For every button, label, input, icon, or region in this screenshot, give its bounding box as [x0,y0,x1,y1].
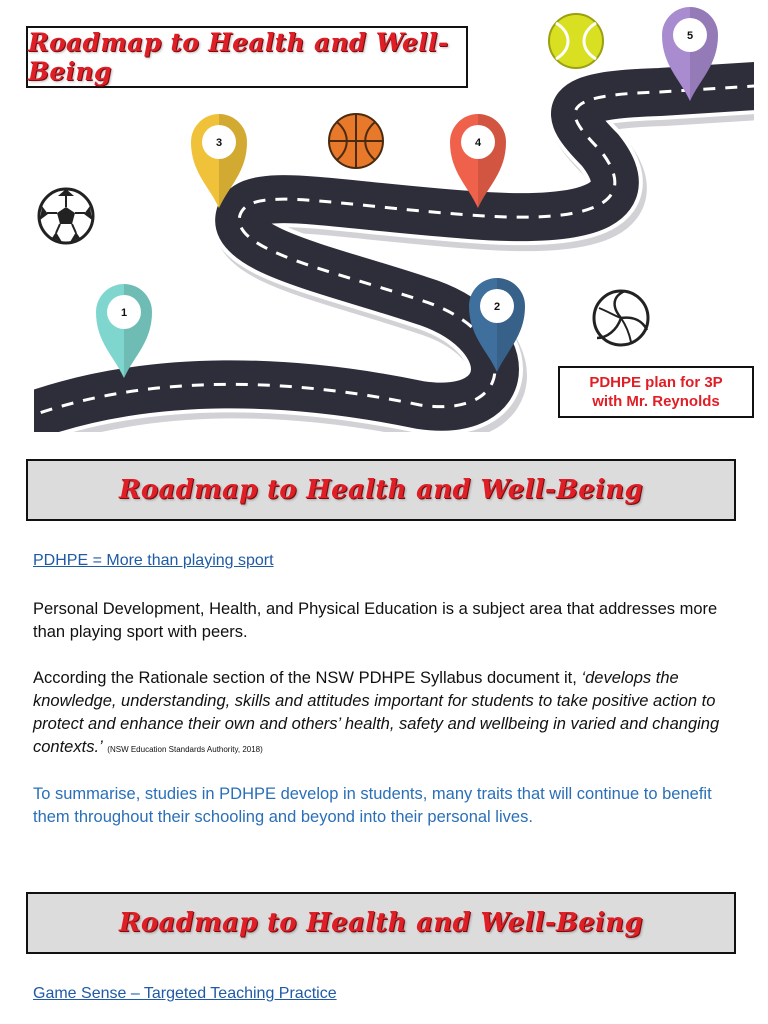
map-pin-number: 5 [686,30,694,42]
section-heading-game-sense[interactable]: Game Sense – Targeted Teaching Practice [33,985,337,1002]
intro-paragraph: Personal Development, Health, and Physical Education is a subject area that addresses more than playing sport with peers. [33,600,718,641]
plan-label-box [558,366,754,418]
rationale-citation: (NSW Education Standards Authority, 2018) [107,745,263,754]
roadmap-illustration [0,0,768,440]
map-pin-number: 1 [120,307,128,319]
section-banner-1 [26,459,736,521]
basketball-icon [329,114,383,168]
tennis-ball-icon [549,14,603,68]
plan-line-1: PDHPE plan for 3P [589,374,723,391]
summary-paragraph: To summarise, studies in PDHPE develop in students, many traits that will continue to benefit them throughout their schooling and beyond into their personal lives. [33,785,712,826]
map-pin-number: 2 [493,301,501,313]
banner-title: Roadmap to Health and Well-Being [119,475,643,505]
volleyball-icon [594,291,648,345]
hero-title: Roadmap to Health and Well-Being [28,28,449,86]
hero-title-box [26,26,468,88]
rationale-paragraph [33,667,733,761]
plan-line-2: with Mr. Reynolds [592,393,720,410]
section-heading-pdhpe[interactable]: PDHPE = More than playing sport [33,552,274,569]
rationale-quote: ‘develops the knowledge, understanding, skills and attitudes important for students to take positive action to protect and enhance their own and others’ health, safety and wellbeing in varied and changing contexts.’ [33,669,720,756]
map-pin-number: 4 [474,137,482,149]
section-banner-2 [26,892,736,954]
soccer-ball-icon [39,189,93,243]
rationale-intro: According the Rationale section of the NSW PDHPE Syllabus document it, [33,669,582,687]
banner-title: Roadmap to Health and Well-Being [119,908,643,938]
map-pin-number: 3 [215,137,223,149]
